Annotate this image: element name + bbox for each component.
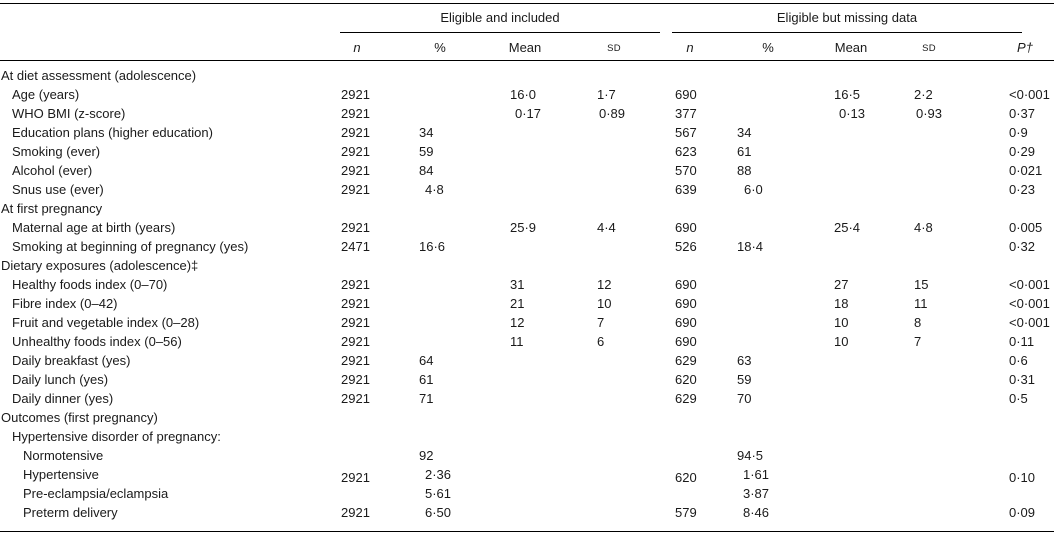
cell-mis-sd: 4·8 [914,220,933,235]
row-label: Healthy foods index (0–70) [12,277,168,292]
cell-inc-n: 2921 [341,353,370,368]
cell-p: 0·10 [1009,470,1036,485]
cell-mis-sd: 0·93 [916,106,943,121]
cell-inc-n: 2921 [341,144,370,159]
cell-p: <0·001 [1009,277,1050,292]
col-header-inc-sd: SD [607,43,621,54]
cell-p: <0·001 [1009,315,1050,330]
cell-p: 0·31 [1009,372,1036,387]
col-header-mis-pct: % [762,40,774,55]
section-label: At diet assessment (adolescence) [1,68,197,83]
cell-inc-n: 2921 [341,106,370,121]
cell-p: <0·001 [1009,296,1050,311]
cell-mis-mean: 27 [834,277,849,292]
cell-mis-n: 690 [675,296,697,311]
cell-inc-n: 2921 [341,87,370,102]
cell-mis-mean: 16·5 [834,87,861,102]
cell-inc-n: 2921 [341,277,370,292]
cell-inc-mean: 16·0 [510,87,537,102]
cell-inc-pct: 4·8 [425,182,444,197]
cell-p: 0·23 [1009,182,1036,197]
cell-mis-sd: 8 [914,315,922,330]
cell-inc-n: 2921 [341,315,370,330]
cell-mis-sd: 7 [914,334,922,349]
cell-mis-pct: 18·4 [737,239,764,254]
row-label: Daily dinner (yes) [12,391,114,406]
group-rule-included [340,32,660,33]
col-header-inc-n: n [353,40,361,55]
cell-p: 0·9 [1009,125,1028,140]
col-header-mis-n: n [686,40,694,55]
cell-mis-n: 623 [675,144,697,159]
cell-inc-pct: 2·36 [425,467,452,482]
cell-inc-sd: 6 [597,334,605,349]
cell-p: 0·32 [1009,239,1036,254]
group-header-included: Eligible and included [440,10,560,25]
col-header-p: P† [1017,40,1033,55]
cell-inc-sd: 1·7 [597,87,616,102]
cell-mis-mean: 25·4 [834,220,861,235]
cell-inc-pct: 64 [419,353,434,368]
cell-inc-sd: 12 [597,277,612,292]
row-label: Maternal age at birth (years) [12,220,176,235]
cell-mis-n: 690 [675,334,697,349]
row-label: Hypertensive disorder of pregnancy: [12,429,221,444]
cell-inc-n: 2921 [341,182,370,197]
col-header-mis-mean: Mean [834,40,868,55]
cell-mis-n: 629 [675,353,697,368]
row-label: Alcohol (ever) [12,163,93,178]
row-label: Hypertensive [23,467,99,482]
section-label: Outcomes (first pregnancy) [1,410,158,425]
cell-p: 0·021 [1009,163,1043,178]
row-label: Daily lunch (yes) [12,372,109,387]
row-label: Normotensive [23,448,104,463]
cell-mis-mean: 0·13 [839,106,866,121]
cell-mis-n: 690 [675,87,697,102]
cell-p: 0·005 [1009,220,1043,235]
col-header-mis-sd: SD [922,43,936,54]
row-label: Age (years) [12,87,80,102]
cell-mis-pct: 59 [737,372,752,387]
cell-mis-pct: 3·87 [743,486,770,501]
cell-mis-pct: 63 [737,353,752,368]
cell-mis-pct: 88 [737,163,752,178]
cell-p: <0·001 [1009,87,1050,102]
cell-p: 0·6 [1009,353,1028,368]
header-rule [0,60,1054,61]
cell-inc-n: 2921 [341,391,370,406]
cell-inc-n: 2921 [341,334,370,349]
cell-inc-mean: 21 [510,296,525,311]
cell-mis-pct: 70 [737,391,752,406]
group-header-missing: Eligible but missing data [776,10,918,25]
cell-mis-mean: 18 [834,296,849,311]
cell-mis-pct: 34 [737,125,752,140]
cell-mis-n: 690 [675,220,697,235]
row-label: Smoking (ever) [12,144,101,159]
cell-p: 0·29 [1009,144,1036,159]
cell-mis-pct: 1·61 [743,467,770,482]
cell-inc-n: 2921 [341,220,370,235]
col-header-inc-pct: % [434,40,446,55]
cell-inc-n: 2921 [341,470,370,485]
cell-inc-sd: 7 [597,315,605,330]
cell-inc-sd: 4·4 [597,220,616,235]
cell-inc-pct: 16·6 [419,239,446,254]
cell-inc-n: 2921 [341,296,370,311]
cell-mis-n: 377 [675,106,697,121]
section-label: At first pregnancy [1,201,103,216]
cell-inc-n: 2921 [341,505,370,520]
cell-p: 0·11 [1009,334,1035,349]
cell-p: 0·37 [1009,106,1036,121]
cell-mis-sd: 15 [914,277,929,292]
row-label: Snus use (ever) [12,182,104,197]
cell-inc-pct: 71 [419,391,434,406]
cell-inc-pct: 84 [419,163,434,178]
cell-inc-mean: 12 [510,315,525,330]
cell-inc-mean: 11 [510,334,524,349]
cell-mis-mean: 10 [834,334,849,349]
cell-inc-sd: 0·89 [599,106,626,121]
cell-mis-n: 639 [675,182,697,197]
top-rule [0,3,1054,4]
group-rule-missing [672,32,1022,33]
section-label: Dietary exposures (adolescence)‡ [1,258,199,273]
cell-inc-pct: 61 [419,372,434,387]
cell-mis-n: 690 [675,277,697,292]
cell-mis-pct: 61 [737,144,752,159]
cell-inc-n: 2471 [341,239,370,254]
cell-inc-sd: 10 [597,296,612,311]
cell-inc-pct: 59 [419,144,434,159]
row-label: Fibre index (0–42) [12,296,118,311]
cell-inc-n: 2921 [341,372,370,387]
cell-inc-n: 2921 [341,163,370,178]
cell-p: 0·5 [1009,391,1028,406]
cell-inc-mean: 0·17 [515,106,542,121]
cell-mis-n: 629 [675,391,697,406]
cell-mis-n: 526 [675,239,697,254]
cell-inc-pct: 92 [419,448,434,463]
cell-mis-sd: 2·2 [914,87,933,102]
bottom-rule [0,531,1054,532]
cell-mis-n: 570 [675,163,697,178]
row-label: WHO BMI (z-score) [12,106,126,121]
cell-inc-mean: 25·9 [510,220,537,235]
cell-mis-pct: 6·0 [744,182,763,197]
cell-p: 0·09 [1009,505,1036,520]
cell-mis-n: 620 [675,372,697,387]
cell-mis-n: 690 [675,315,697,330]
row-label: Preterm delivery [23,505,118,520]
cell-mis-pct: 8·46 [743,505,770,520]
cell-inc-pct: 34 [419,125,434,140]
cell-inc-pct: 6·50 [425,505,452,520]
cell-mis-n: 620 [675,470,697,485]
row-label: Pre-eclampsia/eclampsia [23,486,169,501]
row-label: Education plans (higher education) [12,125,213,140]
row-label: Unhealthy foods index (0–56) [12,334,182,349]
row-label: Daily breakfast (yes) [12,353,131,368]
cell-inc-n: 2921 [341,125,370,140]
cell-mis-mean: 10 [834,315,849,330]
cell-inc-mean: 31 [510,277,525,292]
col-header-inc-mean: Mean [508,40,542,55]
cell-mis-sd: 11 [914,296,928,311]
cell-mis-n: 567 [675,125,697,140]
row-label: Smoking at beginning of pregnancy (yes) [12,239,249,254]
cell-mis-pct: 94·5 [737,448,764,463]
cell-inc-pct: 5·61 [425,486,452,501]
cell-mis-n: 579 [675,505,697,520]
row-label: Fruit and vegetable index (0–28) [12,315,200,330]
